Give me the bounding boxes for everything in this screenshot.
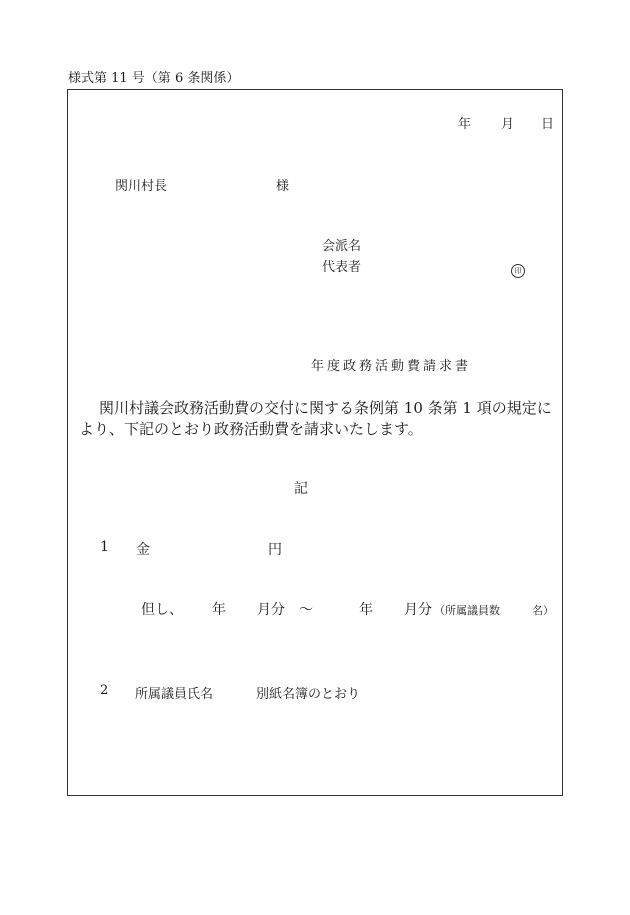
proviso-label: 但し、: [141, 602, 183, 618]
ki-heading: 記: [294, 481, 308, 497]
proviso-month-2: 月分: [404, 602, 432, 618]
form-number-label: 様式第 11 号（第 6 条関係）: [68, 71, 240, 86]
item2-label: 所属議員氏名: [135, 687, 214, 702]
proviso-tilde: ～: [299, 602, 313, 618]
group-name-label: 会派名: [322, 239, 362, 254]
item2-value: 別紙名簿のとおり: [256, 687, 361, 702]
proviso-year-1: 年: [212, 602, 226, 618]
item1-yen: 円: [268, 542, 282, 558]
date-month: 月: [501, 117, 515, 132]
seal-icon: 印: [511, 264, 525, 278]
body-line-1: 関川村議会政務活動費の交付に関する条例第 10 条第 1 項の規定に: [99, 399, 552, 417]
proviso-month-1: 月分: [257, 602, 285, 618]
members-count-close: 名）: [532, 604, 554, 617]
date-year: 年: [458, 117, 472, 132]
item2-number: 2: [100, 683, 109, 698]
members-count-open: （所属議員数: [434, 604, 500, 617]
item1-kin: 金: [136, 542, 150, 558]
representative-label: 代表者: [322, 260, 362, 275]
document-title: 年度政務活動費請求書: [311, 359, 472, 374]
addressee-honorific: 様: [276, 179, 290, 194]
proviso-year-2: 年: [359, 602, 373, 618]
item1-number: 1: [100, 539, 109, 555]
date-day: 日: [541, 117, 555, 132]
body-line-2: より、下記のとおり政務活動費を請求いたします。: [79, 420, 423, 438]
addressee-name: 関川村長: [115, 179, 168, 194]
